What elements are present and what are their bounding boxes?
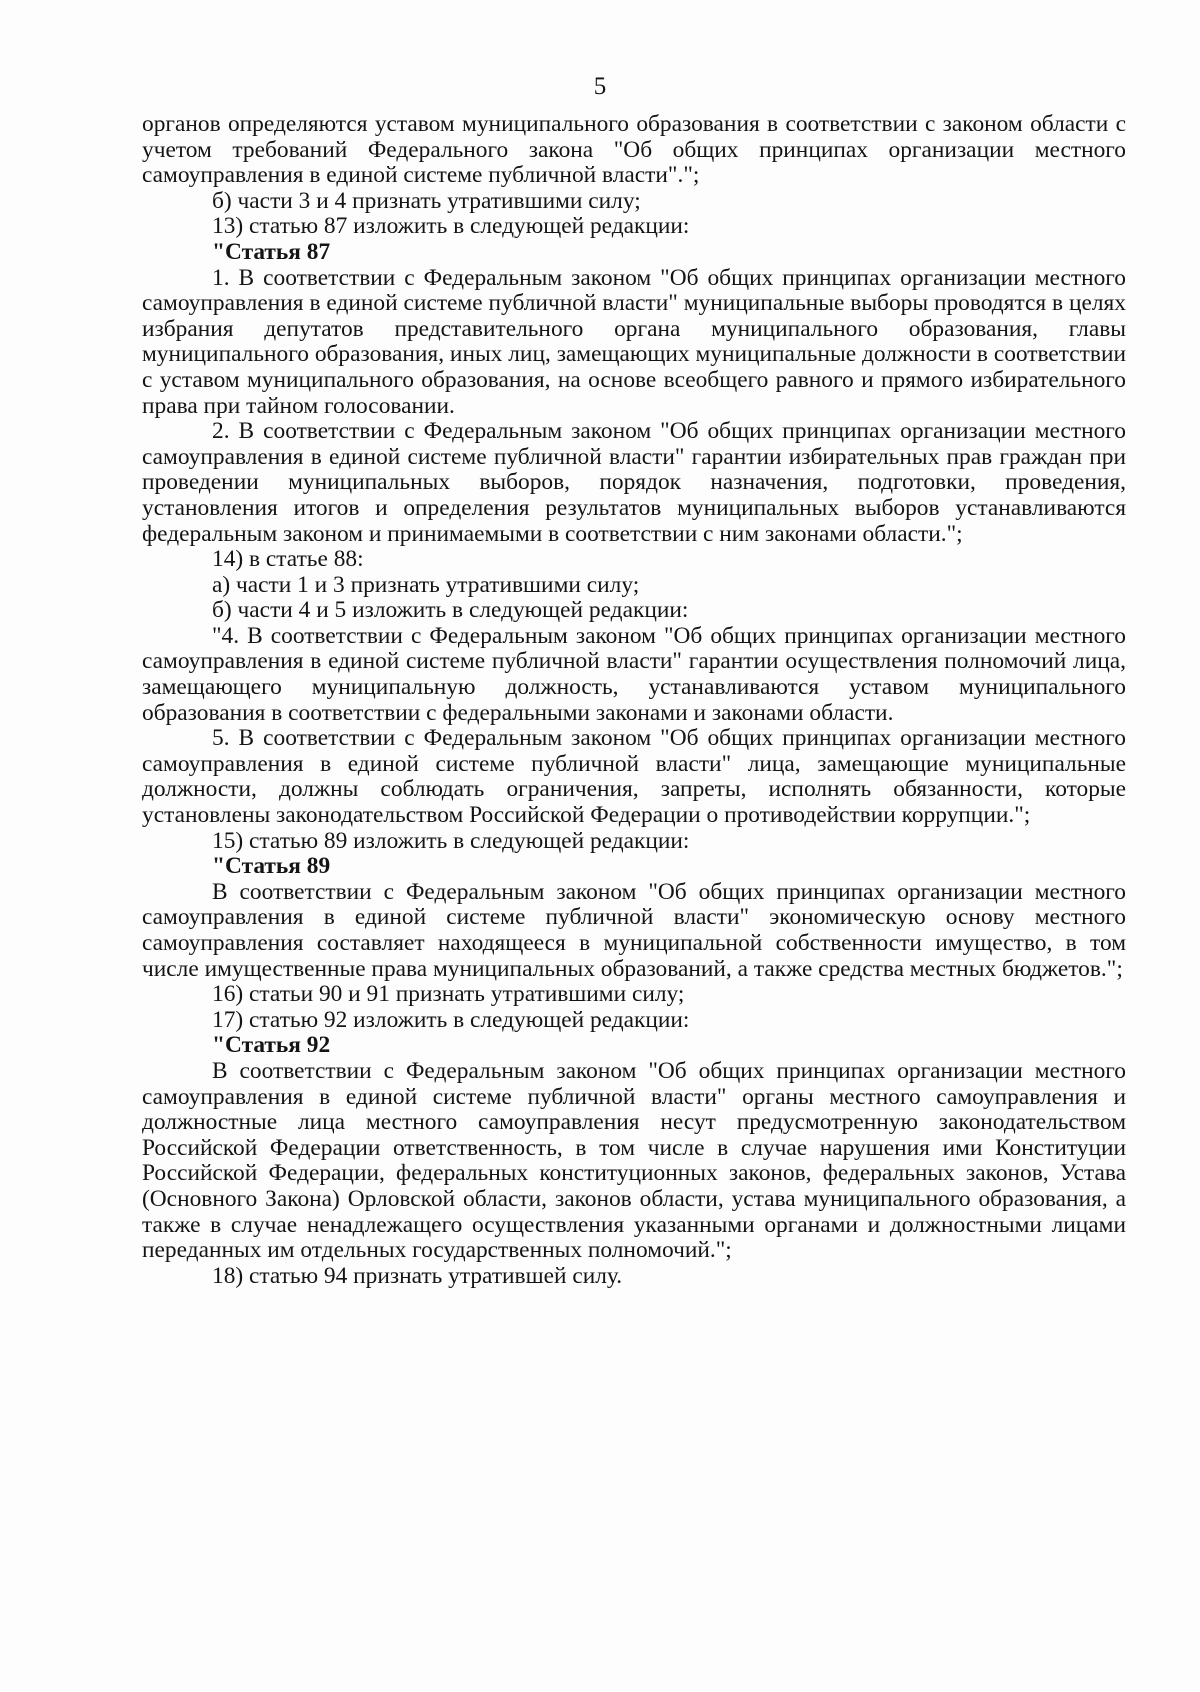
list-item: 18) статью 94 признать утратившей силу. [212, 1262, 623, 1289]
paragraph: 1. В соответствии с Федеральным законом "Об общих принципах организации местного самоуправления в единой системе публичной власти" муниципальные выборы проводятся в целях избрания депутатов представительного органа муниципального образования, главы муниципального образования, иных лиц, замещающих муниципальные должности в соответствии с уставом муниципального образования, на основе всеобщего равного и прямого избирательного права при тайном голосовании. [142, 264, 1126, 419]
paragraph: "4. В соответствии с Федеральным законом "Об общих принципах организации местного самоуправления в единой системе публичной власти" гарантии осуществления полномочий лица, замещающего муниципальную должность, устанавливаются уставом муниципального образования в соответствии с федеральными законами и законами области. [142, 622, 1126, 726]
paragraph: 2. В соответствии с Федеральным законом "Об общих принципах организации местного самоуправления в единой системе публичной власти" гарантии избирательных прав граждан при проведении муниципальных выборов, порядок назначения, подготовки, проведения, установления итогов и определения результатов муниципальных выборов устанавливаются федеральным законом и принимаемыми в соответствии с ним законами области."; [142, 418, 1126, 547]
article-heading: "Статья 92 [212, 1032, 331, 1059]
paragraph-continuation: органов определяются уставом муниципального образования в соответствии с законом области с учетом требований Федерального закона "Об общих принципах организации местного самоуправления в единой системе публичной власти"."; [142, 111, 1126, 189]
list-item: б) части 3 и 4 признать утратившими силу; [212, 187, 641, 214]
article-heading: "Статья 89 [212, 853, 331, 880]
article-heading: "Статья 87 [212, 238, 331, 265]
paragraph: В соответствии с Федеральным законом "Об общих принципах организации местного самоуправления в единой системе публичной власти" экономическую основу местного самоуправления составляет находящееся в муниципальной собственности имущество, в том числе имущественные права муниципальных образований, а также средства местных бюджетов."; [142, 878, 1126, 982]
paragraph: 5. В соответствии с Федеральным законом "Об общих принципах организации местного самоуправления в единой системе публичной власти" лица, замещающие муниципальные должности, должны соблюдать ограничения, запреты, исполнять обязанности, которые установлены законодательством Российской Федерации о противодействии коррупции."; [142, 725, 1126, 829]
list-item: 16) статьи 90 и 91 признать утратившими силу; [212, 981, 685, 1008]
list-item: б) части 4 и 5 изложить в следующей редакции: [212, 597, 689, 624]
list-item: а) части 1 и 3 признать утратившими силу; [212, 571, 640, 598]
paragraph: В соответствии с Федеральным законом "Об общих принципах организации местного самоуправления в единой системе публичной власти" органы местного самоуправления и должностные лица местного самоуправления несут предусмотренную законодательством Российской Федерации ответственность, в том числе в случае нарушения ими Конституции Российской Федерации, федеральных конституционных законов, федеральных законов, Устава (Основного Закона) Орловской области, законов области, устава муниципального образования, а также в случае ненадлежащего осуществления указанными органами и должностными лицами переданных им отдельных государственных полномочий."; [142, 1057, 1126, 1264]
page-number: 5 [593, 73, 607, 100]
list-item: 15) статью 89 изложить в следующей редакции: [212, 827, 690, 854]
document-body [142, 112, 1126, 1289]
list-item: 14) в статье 88: [212, 546, 364, 573]
list-item: 13) статью 87 изложить в следующей редакции: [212, 213, 690, 240]
list-item: 17) статью 92 изложить в следующей редакции: [212, 1006, 690, 1033]
